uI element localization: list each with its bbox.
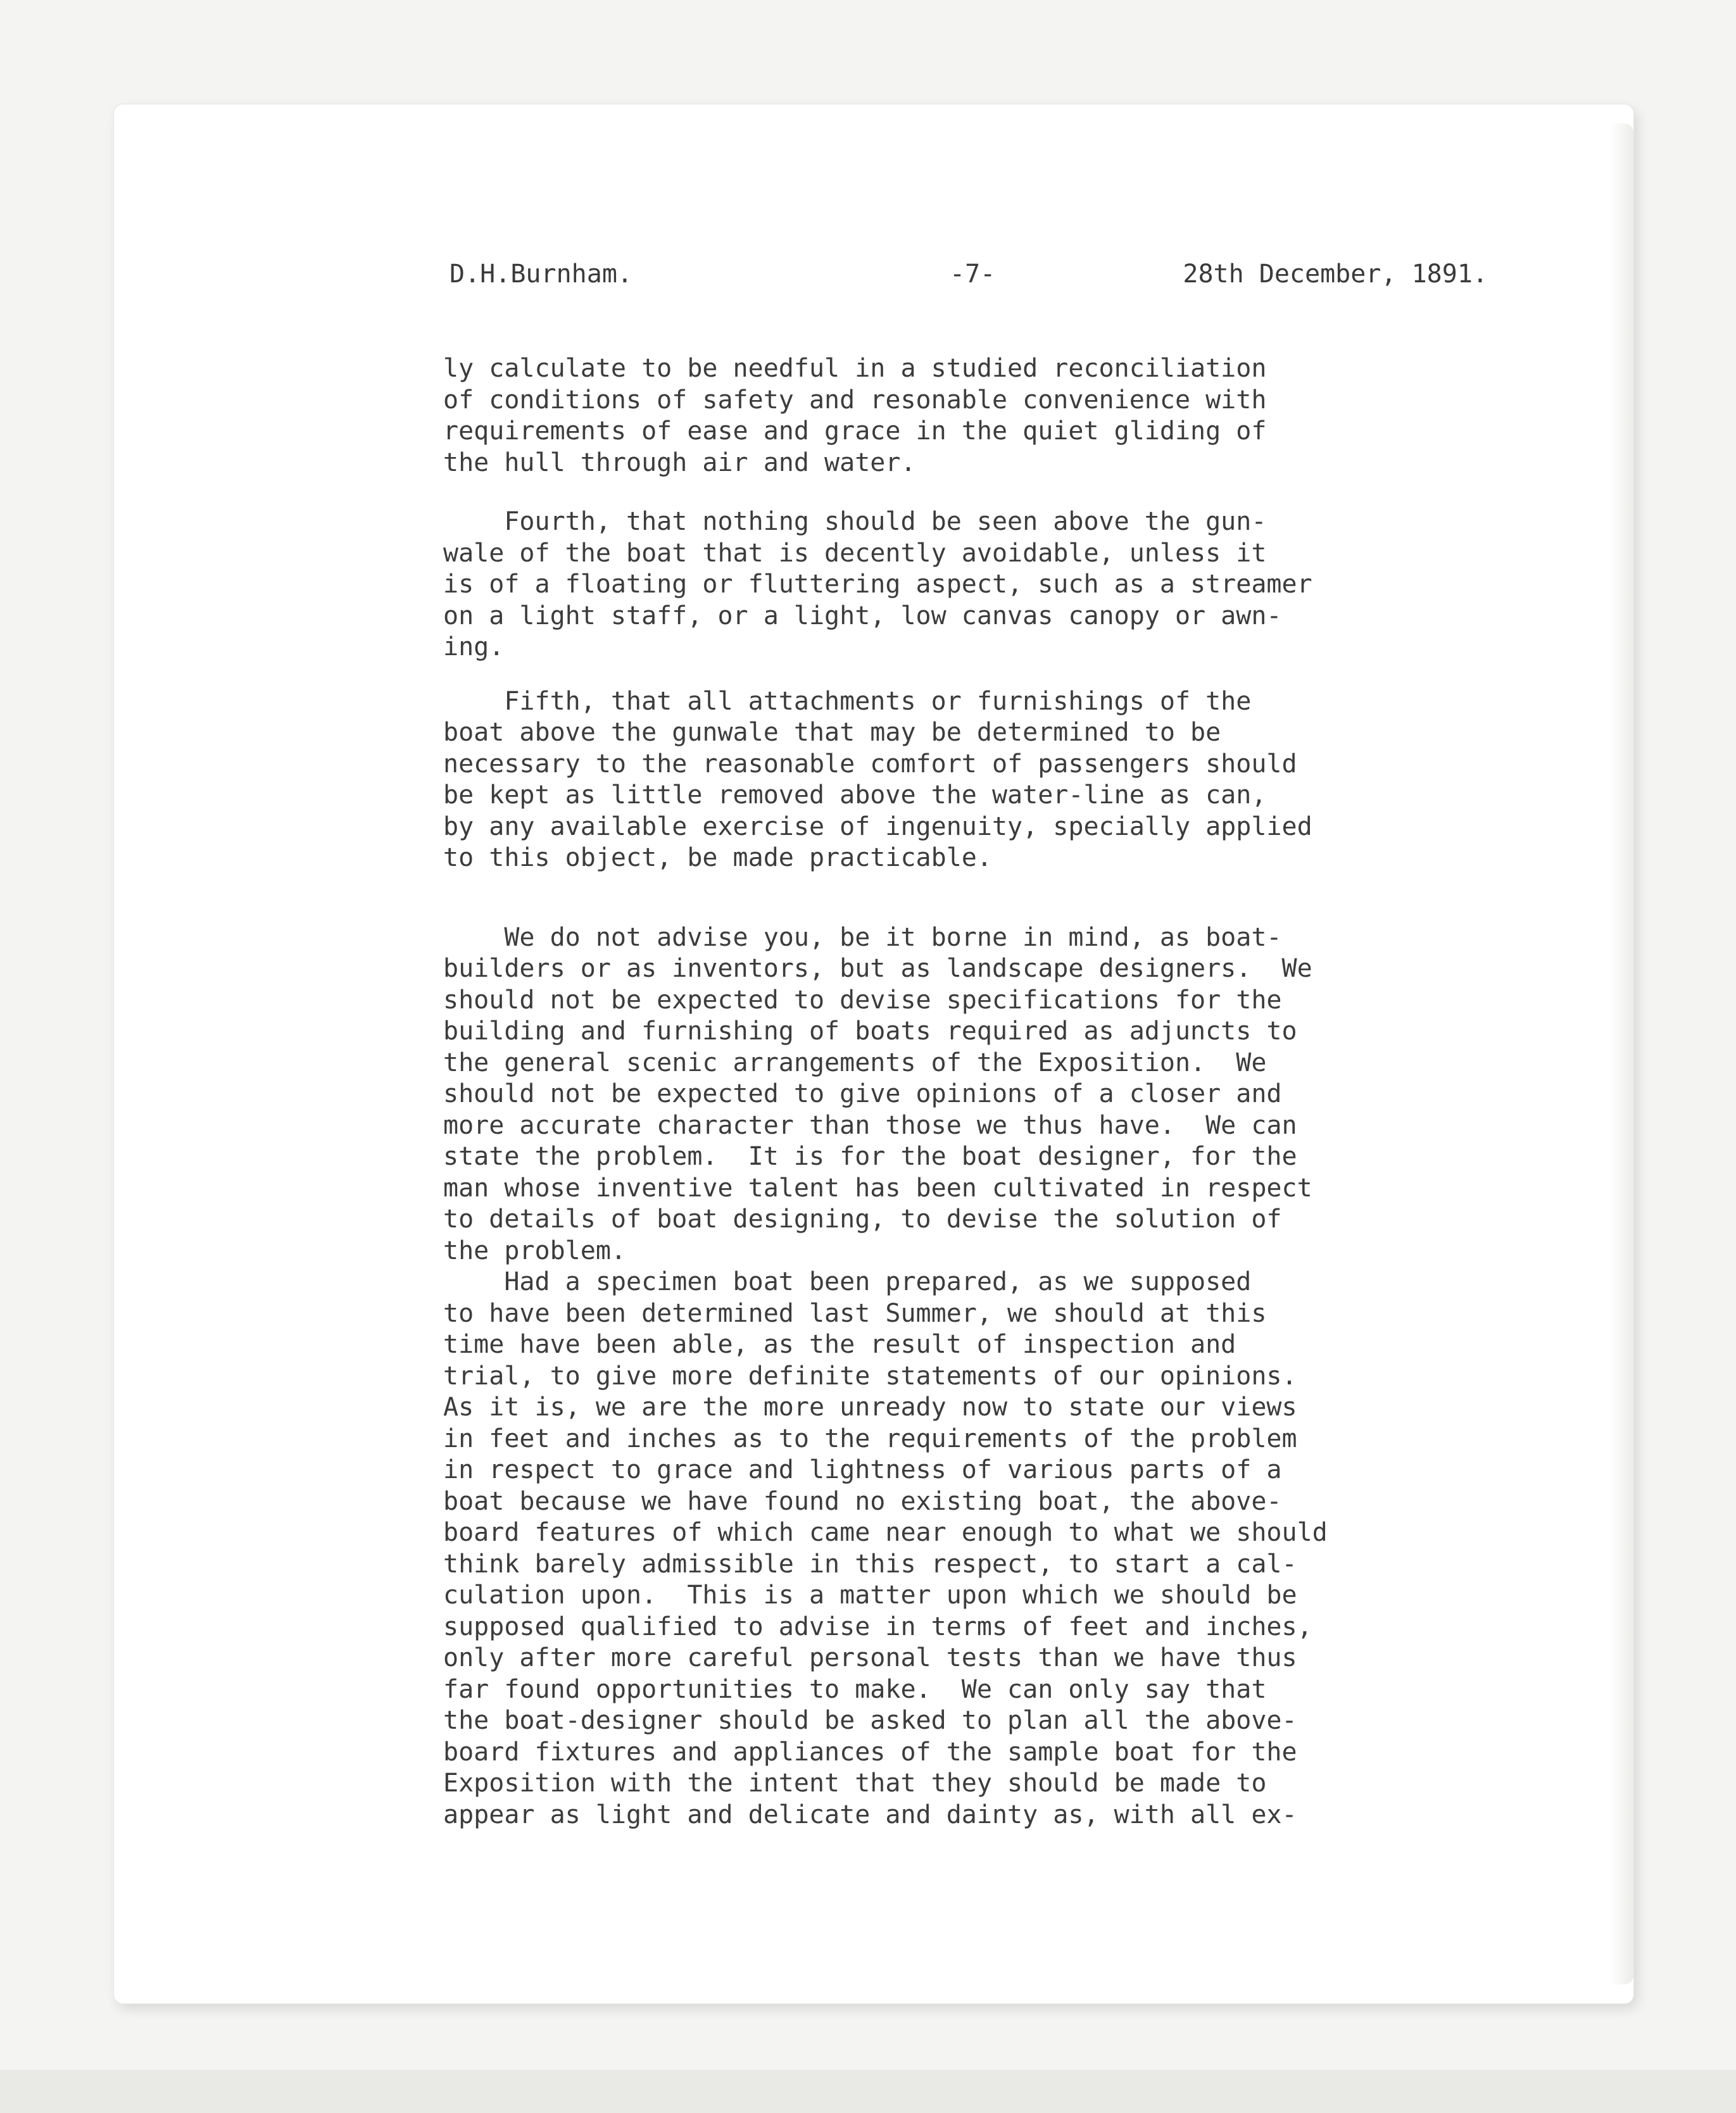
- text-line: time have been able, as the result of inspection and: [443, 1330, 1236, 1359]
- letter-header: [450, 260, 1488, 310]
- text-line: far found opportunities to make. We can only say that: [443, 1674, 1267, 1704]
- text-line: man whose inventive talent has been cultivated in respect: [443, 1173, 1312, 1203]
- text-line: on a light staff, or a light, low canvas canopy or awn-: [443, 601, 1282, 630]
- text-line: Fifth, that all attachments or furnishings of the: [443, 686, 1252, 716]
- text-line: the problem.: [443, 1236, 626, 1265]
- text-line: the boat-designer should be asked to plan all the above-: [443, 1706, 1297, 1735]
- text-line: to this object, be made practicable.: [443, 843, 992, 872]
- text-line: of conditions of safety and resonable convenience with: [443, 385, 1267, 415]
- text-line: to have been determined last Summer, we should at this: [443, 1298, 1267, 1328]
- text-line: state the problem. It is for the boat designer, for the: [443, 1142, 1297, 1171]
- text-line: in respect to grace and lightness of various parts of a: [443, 1455, 1282, 1484]
- text-line: is of a floating or fluttering aspect, such as a streamer: [443, 570, 1312, 599]
- page-number: -7-: [950, 260, 996, 289]
- text-line: only after more careful personal tests than we have thus: [443, 1643, 1297, 1672]
- text-line: necessary to the reasonable comfort of passengers should: [443, 749, 1297, 779]
- paragraph: [443, 686, 1532, 874]
- text-line: builders or as inventors, but as landscape designers. We: [443, 954, 1312, 983]
- text-line: ly calculate to be needful in a studied reconciliation: [443, 354, 1267, 383]
- text-line: ing.: [443, 632, 505, 661]
- paragraph: [443, 922, 1532, 1267]
- text-line: We do not advise you, be it borne in mind, as boat-: [443, 922, 1282, 952]
- text-line: boat because we have found no existing boat, the above-: [443, 1486, 1282, 1516]
- paragraph: [443, 506, 1532, 663]
- text-line: requirements of ease and grace in the quiet gliding of: [443, 417, 1267, 446]
- text-line: board fixtures and appliances of the sample boat for the: [443, 1737, 1297, 1767]
- paragraph: [443, 353, 1532, 479]
- scanner-bed-strip: [0, 2070, 1736, 2113]
- text-line: to details of boat designing, to devise the solution of: [443, 1205, 1282, 1234]
- text-line: boat above the gunwale that may be determined to be: [443, 718, 1221, 747]
- text-line: Had a specimen boat been prepared, as we supposed: [443, 1267, 1252, 1296]
- text-line: Exposition with the intent that they should be made to: [443, 1769, 1267, 1798]
- text-line: Fourth, that nothing should be seen above the gun-: [443, 507, 1267, 536]
- text-line: be kept as little removed above the water-line as can,: [443, 781, 1267, 810]
- text-line: appear as light and delicate and dainty as, with all ex-: [443, 1800, 1297, 1829]
- text-line: supposed qualified to advise in terms of feet and inches,: [443, 1612, 1312, 1641]
- text-line: culation upon. This is a matter upon which we should be: [443, 1581, 1297, 1610]
- text-line: wale of the boat that is decently avoidable, unless it: [443, 538, 1267, 568]
- addressee: D.H.Burnham.: [450, 260, 632, 289]
- text-line: As it is, we are the more unready now to state our views: [443, 1393, 1297, 1422]
- text-line: the general scenic arrangements of the Exposition. We: [443, 1048, 1267, 1077]
- text-line: think barely admissible in this respect, to start a cal-: [443, 1549, 1297, 1579]
- text-line: the hull through air and water.: [443, 448, 916, 477]
- text-line: should not be expected to devise specifications for the: [443, 985, 1282, 1015]
- sheet-edge: [1611, 123, 1633, 1984]
- text-line: by any available exercise of ingenuity, specially applied: [443, 812, 1312, 841]
- text-line: board features of which came near enough to what we should: [443, 1518, 1328, 1547]
- text-line: in feet and inches as to the requirements of the problem: [443, 1424, 1297, 1453]
- text-line: building and furnishing of boats required as adjuncts to: [443, 1017, 1297, 1046]
- letter-date: 28th December, 1891.: [1183, 260, 1488, 289]
- text-line: should not be expected to give opinions of a closer and: [443, 1079, 1282, 1108]
- text-line: more accurate character than those we thus have. We can: [443, 1110, 1297, 1140]
- letter-body: [443, 353, 1532, 1831]
- text-line: trial, to give more definite statements of our opinions.: [443, 1361, 1297, 1391]
- paragraph: [443, 1267, 1532, 1831]
